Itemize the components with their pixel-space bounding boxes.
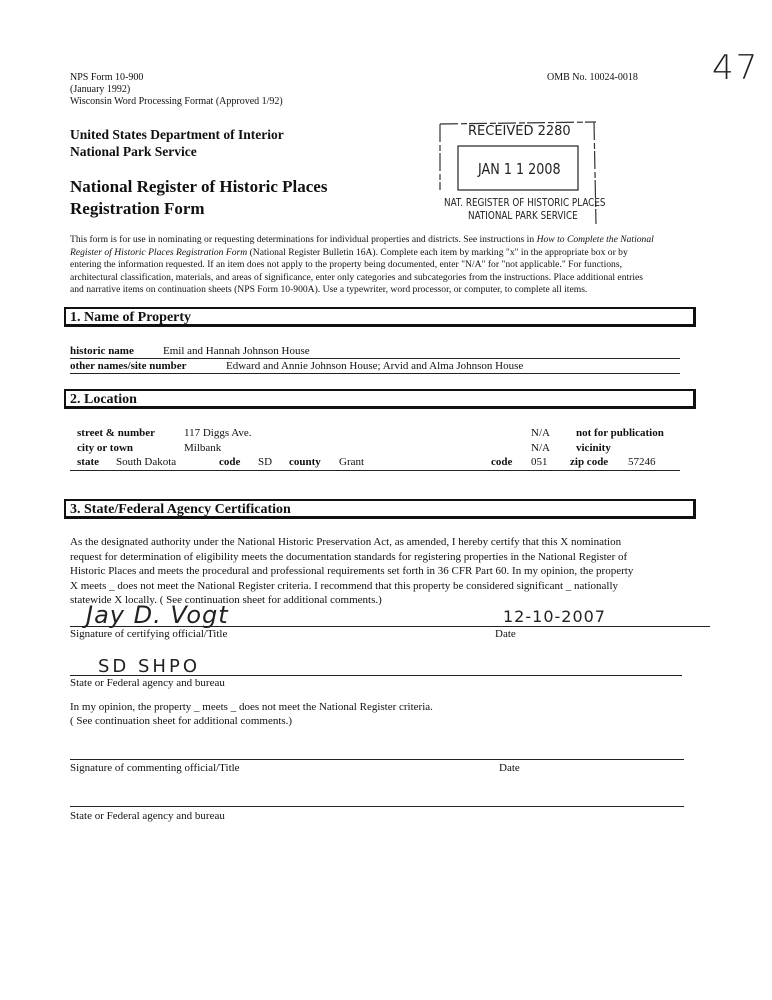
section-2-title: 2. Location [70,392,137,407]
state-code-value: SD [258,456,273,468]
city-value: Milbank [184,442,222,454]
comment-signature-label: Signature of commenting official/Title [70,762,240,774]
comment-agency-rule [70,806,684,807]
vicinity-label: vicinity [576,442,611,454]
stamp-received: RECEIVED 2280 [468,124,571,139]
comment-date-label: Date [499,762,520,774]
historic-name-value: Emil and Hannah Johnson House [163,345,310,357]
county-code-label: code [491,456,513,468]
handwritten-signature: Jay D. Vogt [86,601,229,629]
section-1-header [64,307,696,327]
signature-label: Signature of certifying official/Title [70,628,228,640]
not-for-publication-label: not for publication [576,427,664,439]
received-stamp [438,120,606,226]
agency-label: State or Federal agency and bureau [70,677,225,689]
zip-value: 57246 [628,456,656,468]
state-label: state [77,456,99,468]
form-date: (January 1992) [70,84,131,95]
zip-label: zip code [570,456,609,468]
location-rule [70,470,680,471]
street-label: street & number [77,427,155,439]
omb-number: OMB No. 10024-0018 [547,72,638,83]
instructions: This form is for use in nominating or requesting determinations for individual properties and districts. See instructions in How to Complete the National Register of Historic Places Registration Form (National Register Bulletin 16A). Complete each item by marking "x" in the appropriate box or by entering the information requested. If an item does not apply to the property being documented, enter "N/A" for "not applicable." For functions, architectural classification, materials, and areas of significance, enter only categories and subcategories from the instructions. Place additional entries and narrative items on continuation sheets (NPS Form 10-900A). Use a typewriter, word processor, or computer, to complete all items. [70,234,654,296]
state-value: South Dakota [116,456,177,468]
stamp-service: NATIONAL PARK SERVICE [468,209,578,222]
agency-name: United States Department of Interior [70,127,284,142]
stamp-date: JAN 1 1 2008 [478,160,561,178]
section-3-header [64,499,696,519]
county-value: Grant [339,456,365,468]
handwritten-date: 12-10-2007 [503,607,606,626]
state-code-label: code [219,456,241,468]
section-2-header [64,389,696,409]
handwritten-agency: SD SHPO [98,656,200,677]
other-names-rule [70,373,680,374]
other-names-value: Edward and Annie Johnson House; Arvid and Alma Johnson House [226,360,524,372]
na-publication: N/A [531,427,550,439]
page-number: 47 [712,48,760,88]
form-number: NPS Form 10-900 [70,72,144,83]
county-code-value: 051 [531,456,548,468]
county-label: county [289,456,321,468]
comment-signature-rule [70,759,684,760]
signature-rule [70,626,710,627]
historic-name-rule [70,358,680,359]
section-1-title: 1. Name of Property [70,310,192,325]
form-subtitle: Registration Form [70,199,205,218]
na-vicinity: N/A [531,442,550,454]
form-title: National Register of Historic Places [70,177,328,196]
date-label: Date [495,628,516,640]
section-3-title: 3. State/Federal Agency Certification [70,502,291,517]
opinion-text: In my opinion, the property _ meets _ does not meet the National Register criteria. ( See continuation sheet for additional comments.) [70,701,433,727]
other-names-label: other names/site number [70,360,187,372]
agency-service: National Park Service [70,144,197,159]
historic-name-label: historic name [70,345,134,357]
city-label: city or town [77,442,134,454]
certification-text: As the designated authority under the National Historic Preservation Act, as amended, I hereby certify that this X nomination request for determination of eligibility meets the documentation standards for registering properties in the National Register of Historic Places and meets the procedural and professional requirements set forth in 36 CFR Part 60. In my opinion, the property X meets _ does not meet the National Register criteria. I recommend that this property be considered significant _ nationally statewide X locally. ( See continuation sheet for additional comments.) [70,536,634,606]
street-value: 117 Diggs Ave. [184,427,252,439]
agency-rule [70,675,682,676]
stamp-org: NAT. REGISTER OF HISTORIC PLACES [444,196,606,209]
comment-agency-label: State or Federal agency and bureau [70,810,225,822]
form-format: Wisconsin Word Processing Format (Approved 1/92) [70,96,283,107]
